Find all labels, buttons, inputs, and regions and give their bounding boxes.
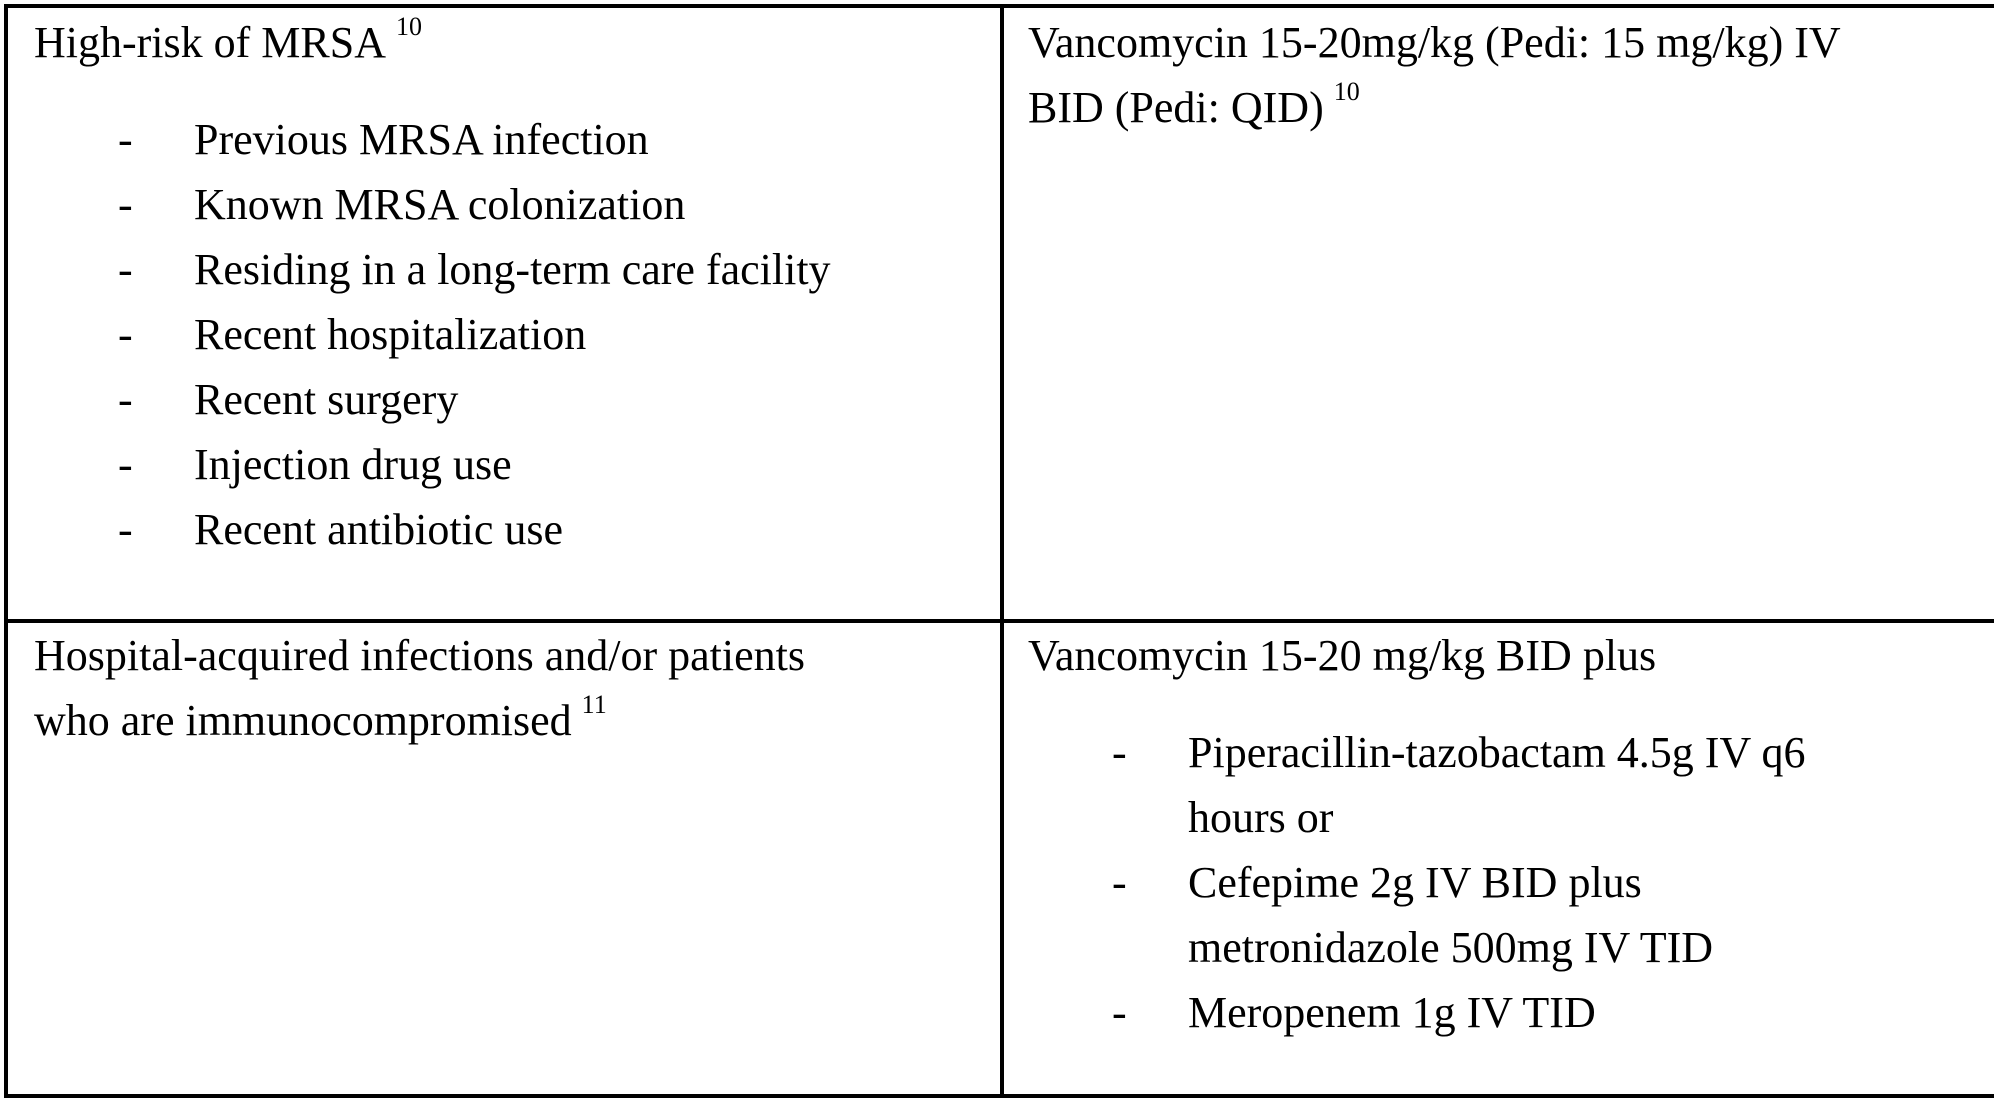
cell-treatment-mrsa	[1028, 10, 1841, 140]
treatment-table	[4, 4, 1994, 1098]
cell-condition-mrsa	[34, 10, 831, 562]
cell-condition-hospital-acquired	[34, 623, 805, 753]
list-item: - Piperacillin-tazobactam 4.5g IV q6 hours or	[1112, 728, 1806, 842]
reference-superscript: 11	[581, 690, 607, 720]
list-item: - Cefepime 2g IV BID plus metronidazole 500mg IV TID	[1112, 858, 1714, 972]
condition-title: High-risk of MRSA $^{10}$	[34, 12, 423, 67]
reference-superscript: 10	[396, 12, 423, 42]
cell-treatment-hospital-acquired	[1028, 623, 1805, 1045]
list-item: - Residing in a long-term care facility	[118, 245, 831, 294]
list-item: - Injection drug use	[118, 440, 512, 489]
reference-superscript: 10	[1333, 77, 1360, 107]
list-item: - Recent surgery	[118, 375, 459, 424]
list-item: - Recent antibiotic use	[118, 505, 563, 554]
condition-line: who are immunocompromised $^{11}$	[34, 690, 607, 745]
treatment-line: Vancomycin 15-20mg/kg (Pedi: 15 mg/kg) IV	[1028, 18, 1841, 67]
treatment-intro: Vancomycin 15-20 mg/kg BID plus	[1028, 631, 1657, 680]
list-item: - Previous MRSA infection	[118, 115, 649, 164]
column-divider	[1000, 8, 1004, 1094]
risk-factor-list	[34, 107, 831, 562]
condition-line: Hospital-acquired infections and/or patients	[34, 631, 805, 680]
list-item: - Known MRSA colonization	[118, 180, 686, 229]
list-item: - Meropenem 1g IV TID	[1112, 988, 1596, 1037]
treatment-line: BID (Pedi: QID) $^{10}$	[1028, 77, 1360, 132]
treatment-option-list	[1028, 720, 1805, 1045]
list-item: - Recent hospitalization	[118, 310, 587, 359]
